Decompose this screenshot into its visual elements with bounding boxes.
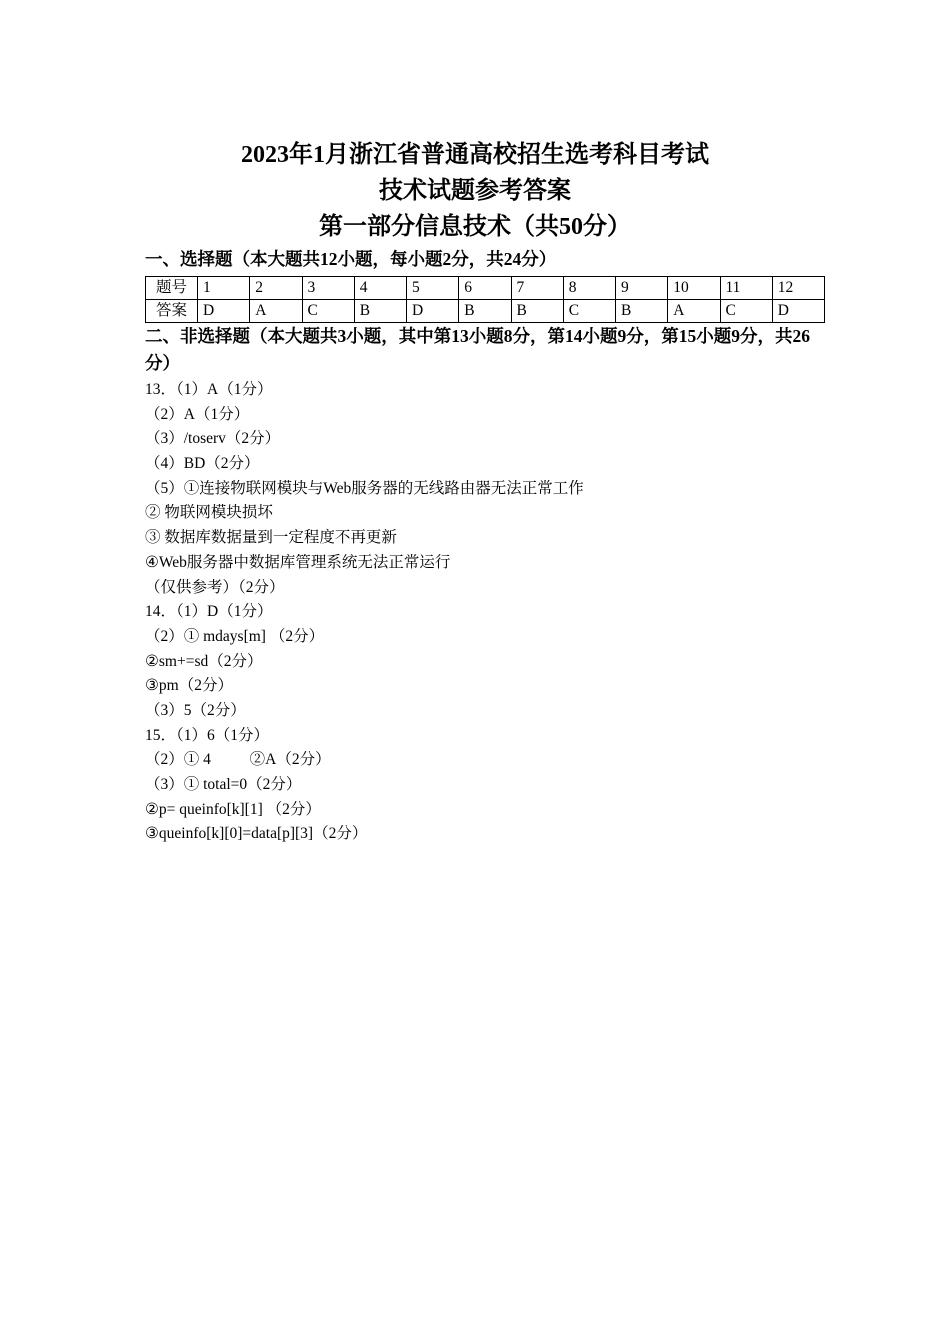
exam-title: 2023年1月浙江省普通高校招生选考科目考试 [241, 142, 709, 168]
answer-line-15-3-b: ②p= queinfo[k][1] （2分） [145, 800, 321, 818]
question-number-cell: 7 [511, 277, 563, 300]
row-label-question-number: 题号 [146, 277, 198, 300]
answer-line-13-5-c: ③ 数据库数据量到一定程度不再更新 [145, 529, 397, 547]
answer-line-13-5-d: ④Web服务器中数据库管理系统无法正常运行 [145, 553, 451, 571]
answer-cell: D [772, 300, 824, 323]
answer-row [146, 300, 825, 323]
answer-cell: C [720, 300, 772, 323]
answer-cell: B [511, 300, 563, 323]
answer-line-15-2: （2）① 4 ②A（2分） [145, 751, 331, 769]
question-number-cell: 4 [354, 277, 406, 300]
answer-cell: B [354, 300, 406, 323]
question-number-cell: 1 [198, 277, 250, 300]
free-response-answers [145, 378, 825, 847]
answer-cell: A [250, 300, 302, 323]
answer-line-13-5-a: （5）①连接物联网模块与Web服务器的无线路由器无法正常工作 [145, 479, 584, 497]
question-number-cell: 5 [407, 277, 459, 300]
section-multiple-choice-heading: 一、选择题（本大题共12小题，每小题2分，共24分） [145, 249, 557, 269]
answer-line-15-3-c: ③queinfo[k][0]=data[p][3]（2分） [145, 825, 368, 843]
answer-cell: C [563, 300, 615, 323]
question-number-cell: 8 [563, 277, 615, 300]
question-number-cell: 6 [459, 277, 511, 300]
answer-line-13-1: 13．（1）A（1分） [145, 381, 273, 398]
answer-line-13-2: （2）A（1分） [145, 405, 250, 423]
answer-line-13-3: （3）/toserv（2分） [145, 430, 281, 448]
question-number-cell: 11 [720, 277, 772, 300]
section-free-response-heading: 二、非选择题（本大题共3小题，其中第13小题8分，第14小题9分，第15小题9分，共26分） [145, 326, 810, 373]
answer-line-13-4: （4）BD（2分） [145, 455, 260, 473]
question-number-cell: 3 [302, 277, 354, 300]
answer-cell: A [668, 300, 720, 323]
exam-subtitle: 技术试题参考答案 [379, 178, 571, 204]
answer-line-14-2-a: （2）① mdays[m] （2分） [145, 627, 325, 645]
answer-key-table [145, 276, 825, 323]
answer-line-15-3-a: （3）① total=0（2分） [145, 776, 302, 793]
answer-line-14-2-b: ②sm+=sd（2分） [145, 652, 263, 670]
answer-line-13-5-note: （仅供参考）（2分） [145, 578, 285, 596]
answer-cell: B [616, 300, 668, 323]
answer-cell: D [407, 300, 459, 323]
answer-cell: B [459, 300, 511, 323]
answer-line-13-5-b: ② 物联网模块损坏 [145, 504, 273, 522]
answer-cell: C [302, 300, 354, 323]
answer-line-14-1: 14．（1）D（1分） [145, 603, 273, 621]
row-label-answer: 答案 [146, 300, 198, 323]
question-number-cell: 2 [250, 277, 302, 300]
answer-line-14-3: （3）5（2分） [145, 701, 246, 719]
answer-cell: D [198, 300, 250, 323]
question-number-cell: 10 [668, 277, 720, 300]
answer-line-14-2-c: ③pm（2分） [145, 677, 233, 695]
question-number-cell: 12 [772, 277, 824, 300]
answer-line-15-1: 15．（1）6（1分） [145, 726, 270, 744]
part-title: 第一部分信息技术（共50分） [319, 214, 631, 240]
question-number-row [146, 277, 825, 300]
question-number-cell: 9 [616, 277, 668, 300]
